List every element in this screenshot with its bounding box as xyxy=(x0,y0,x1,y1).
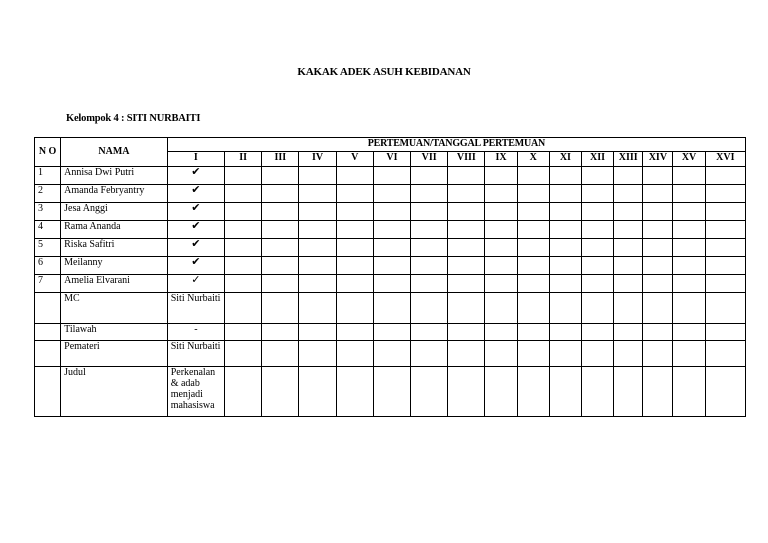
attendance-cell xyxy=(336,221,373,239)
attendance-cell xyxy=(673,324,705,341)
attendance-cell xyxy=(373,203,410,221)
attendance-cell xyxy=(517,324,549,341)
attendance-cell xyxy=(643,293,673,324)
attendance-cell xyxy=(485,367,517,417)
attendance-cell xyxy=(262,324,299,341)
table-row xyxy=(35,167,746,185)
attendance-cell xyxy=(299,341,336,367)
attendance-cell xyxy=(262,367,299,417)
meeting-header: II xyxy=(225,152,262,167)
attendance-cell xyxy=(262,293,299,324)
attendance-cell xyxy=(448,239,485,257)
attendance-cell xyxy=(581,167,613,185)
role-value: Siti Nurbaiti xyxy=(167,293,224,324)
checkmark-icon: ✔ xyxy=(167,221,224,239)
row-number xyxy=(35,324,61,341)
row-number xyxy=(35,341,61,367)
attendance-cell xyxy=(225,324,262,341)
attendance-cell xyxy=(411,221,448,239)
row-number: 1 xyxy=(35,167,61,185)
row-number xyxy=(35,293,61,324)
table-row xyxy=(35,293,746,324)
row-number: 7 xyxy=(35,275,61,293)
attendance-cell xyxy=(581,185,613,203)
no-header: N O xyxy=(35,138,61,167)
meeting-header: XII xyxy=(581,152,613,167)
attendance-cell xyxy=(448,275,485,293)
attendance-cell xyxy=(411,185,448,203)
role-value: Perkenalan & adab menjadi mahasiswa xyxy=(167,367,224,417)
attendance-cell xyxy=(225,341,262,367)
attendance-cell xyxy=(517,221,549,239)
attendance-cell xyxy=(705,221,745,239)
attendance-cell xyxy=(225,367,262,417)
attendance-cell xyxy=(614,293,643,324)
attendance-cell xyxy=(673,257,705,275)
attendance-cell xyxy=(225,275,262,293)
checkmark-icon: ✔ xyxy=(167,239,224,257)
attendance-cell xyxy=(614,239,643,257)
attendance-cell xyxy=(485,275,517,293)
attendance-cell xyxy=(225,203,262,221)
attendance-cell xyxy=(581,293,613,324)
attendance-cell xyxy=(448,257,485,275)
attendance-cell xyxy=(299,167,336,185)
student-name: Jesa Anggi xyxy=(61,203,168,221)
attendance-cell xyxy=(705,293,745,324)
attendance-cell xyxy=(549,367,581,417)
attendance-cell xyxy=(517,293,549,324)
meeting-header: VIII xyxy=(448,152,485,167)
attendance-cell xyxy=(643,324,673,341)
attendance-cell xyxy=(581,324,613,341)
attendance-cell xyxy=(549,293,581,324)
attendance-cell xyxy=(485,185,517,203)
attendance-cell xyxy=(705,275,745,293)
attendance-cell xyxy=(336,367,373,417)
attendance-cell xyxy=(373,257,410,275)
attendance-cell xyxy=(411,167,448,185)
attendance-cell xyxy=(581,341,613,367)
attendance-cell xyxy=(336,275,373,293)
attendance-cell xyxy=(448,367,485,417)
attendance-cell xyxy=(225,257,262,275)
nama-header: NAMA xyxy=(61,138,168,167)
meeting-header: XI xyxy=(549,152,581,167)
attendance-cell xyxy=(448,221,485,239)
attendance-cell xyxy=(336,341,373,367)
attendance-cell xyxy=(225,185,262,203)
attendance-cell xyxy=(336,293,373,324)
attendance-cell xyxy=(549,341,581,367)
attendance-cell xyxy=(673,239,705,257)
checkmark-icon: ✔ xyxy=(167,203,224,221)
table-row xyxy=(35,341,746,367)
attendance-cell xyxy=(581,239,613,257)
document-title: KAKAK ADEK ASUH KEBIDANAN xyxy=(297,66,471,78)
attendance-cell xyxy=(549,257,581,275)
table-row xyxy=(35,324,746,341)
attendance-cell xyxy=(549,221,581,239)
attendance-cell xyxy=(299,203,336,221)
attendance-cell xyxy=(581,221,613,239)
attendance-cell xyxy=(614,275,643,293)
attendance-cell xyxy=(643,275,673,293)
meeting-header: XIV xyxy=(643,152,673,167)
meeting-header: VII xyxy=(411,152,448,167)
attendance-cell xyxy=(614,257,643,275)
attendance-cell xyxy=(614,167,643,185)
attendance-cell xyxy=(581,203,613,221)
student-name: Annisa Dwi Putri xyxy=(61,167,168,185)
attendance-cell xyxy=(411,341,448,367)
attendance-cell xyxy=(485,203,517,221)
attendance-cell xyxy=(373,275,410,293)
attendance-cell xyxy=(673,203,705,221)
role-label: MC xyxy=(61,293,168,324)
attendance-cell xyxy=(643,341,673,367)
checkmark-icon: ✔ xyxy=(167,167,224,185)
attendance-cell xyxy=(336,203,373,221)
attendance-cell xyxy=(673,167,705,185)
attendance-cell xyxy=(517,275,549,293)
attendance-table xyxy=(34,137,746,417)
row-number xyxy=(35,367,61,417)
role-value: Siti Nurbaiti xyxy=(167,341,224,367)
attendance-cell xyxy=(225,221,262,239)
meeting-header: XIII xyxy=(614,152,643,167)
attendance-cell xyxy=(373,167,410,185)
attendance-cell xyxy=(614,324,643,341)
attendance-cell xyxy=(411,239,448,257)
attendance-cell xyxy=(517,203,549,221)
attendance-cell xyxy=(373,185,410,203)
table-row xyxy=(35,185,746,203)
meeting-header: IV xyxy=(299,152,336,167)
attendance-cell xyxy=(673,275,705,293)
row-number: 4 xyxy=(35,221,61,239)
attendance-cell xyxy=(225,293,262,324)
attendance-cell xyxy=(673,293,705,324)
attendance-cell xyxy=(705,203,745,221)
attendance-cell xyxy=(262,203,299,221)
attendance-cell xyxy=(643,167,673,185)
attendance-cell xyxy=(673,221,705,239)
attendance-cell xyxy=(549,203,581,221)
attendance-cell xyxy=(581,257,613,275)
attendance-cell xyxy=(299,367,336,417)
attendance-cell xyxy=(614,185,643,203)
attendance-cell xyxy=(448,293,485,324)
attendance-cell xyxy=(643,367,673,417)
meeting-header: XV xyxy=(673,152,705,167)
meeting-header: X xyxy=(517,152,549,167)
attendance-cell xyxy=(336,185,373,203)
student-name: Amanda Febryantry xyxy=(61,185,168,203)
attendance-cell xyxy=(262,275,299,293)
attendance-cell xyxy=(411,203,448,221)
attendance-cell xyxy=(705,239,745,257)
meeting-header: XVI xyxy=(705,152,745,167)
table-row xyxy=(35,367,746,417)
meeting-header: I xyxy=(167,152,224,167)
attendance-cell xyxy=(485,239,517,257)
attendance-cell xyxy=(299,293,336,324)
attendance-cell xyxy=(411,257,448,275)
attendance-cell xyxy=(262,185,299,203)
attendance-cell xyxy=(549,275,581,293)
attendance-cell xyxy=(225,239,262,257)
attendance-cell xyxy=(614,367,643,417)
attendance-cell xyxy=(299,324,336,341)
attendance-cell xyxy=(705,257,745,275)
role-value: - xyxy=(167,324,224,341)
attendance-cell xyxy=(411,367,448,417)
attendance-cell xyxy=(549,185,581,203)
student-name: Amelia Elvarani xyxy=(61,275,168,293)
attendance-cell xyxy=(517,239,549,257)
header-row xyxy=(35,138,746,152)
attendance-cell xyxy=(705,185,745,203)
table-row xyxy=(35,203,746,221)
attendance-cell xyxy=(485,221,517,239)
attendance-cell xyxy=(614,221,643,239)
attendance-cell xyxy=(643,185,673,203)
attendance-cell xyxy=(485,341,517,367)
attendance-cell xyxy=(225,167,262,185)
attendance-cell xyxy=(448,167,485,185)
attendance-cell xyxy=(448,203,485,221)
attendance-cell xyxy=(581,367,613,417)
attendance-cell xyxy=(336,257,373,275)
row-number: 2 xyxy=(35,185,61,203)
attendance-cell xyxy=(581,275,613,293)
meeting-header: VI xyxy=(373,152,410,167)
attendance-cell xyxy=(262,239,299,257)
attendance-cell xyxy=(673,341,705,367)
attendance-cell xyxy=(485,257,517,275)
attendance-cell xyxy=(299,257,336,275)
role-label: Pemateri xyxy=(61,341,168,367)
attendance-cell xyxy=(373,239,410,257)
attendance-cell xyxy=(643,221,673,239)
attendance-cell xyxy=(705,324,745,341)
attendance-cell xyxy=(373,341,410,367)
group-label: Kelompok 4 : SITI NURBAITI xyxy=(66,113,201,124)
meetings-header: PERTEMUAN/TANGGAL PERTEMUAN xyxy=(167,138,745,152)
attendance-cell xyxy=(705,167,745,185)
attendance-cell xyxy=(299,275,336,293)
table-row xyxy=(35,275,746,293)
attendance-cell xyxy=(517,341,549,367)
attendance-cell xyxy=(262,167,299,185)
attendance-cell xyxy=(411,324,448,341)
attendance-cell xyxy=(549,324,581,341)
attendance-cell xyxy=(614,341,643,367)
attendance-cell xyxy=(373,324,410,341)
attendance-cell xyxy=(336,324,373,341)
attendance-cell xyxy=(336,239,373,257)
attendance-cell xyxy=(517,257,549,275)
attendance-cell xyxy=(411,293,448,324)
attendance-cell xyxy=(485,324,517,341)
attendance-cell xyxy=(517,185,549,203)
attendance-cell xyxy=(549,167,581,185)
attendance-cell xyxy=(448,324,485,341)
meeting-header: IX xyxy=(485,152,517,167)
student-name: Riska Safitri xyxy=(61,239,168,257)
attendance-cell xyxy=(336,167,373,185)
row-number: 3 xyxy=(35,203,61,221)
attendance-cell xyxy=(373,367,410,417)
row-number: 5 xyxy=(35,239,61,257)
attendance-cell xyxy=(517,367,549,417)
meeting-header: V xyxy=(336,152,373,167)
attendance-cell xyxy=(262,341,299,367)
table-row xyxy=(35,257,746,275)
attendance-cell xyxy=(448,185,485,203)
meeting-header: III xyxy=(262,152,299,167)
attendance-cell xyxy=(299,239,336,257)
table-row xyxy=(35,239,746,257)
attendance-cell xyxy=(673,185,705,203)
attendance-cell xyxy=(643,257,673,275)
attendance-cell xyxy=(705,367,745,417)
attendance-cell xyxy=(373,293,410,324)
attendance-cell xyxy=(673,367,705,417)
attendance-cell xyxy=(448,341,485,367)
attendance-cell xyxy=(643,239,673,257)
attendance-cell xyxy=(299,185,336,203)
attendance-cell xyxy=(705,341,745,367)
role-label: Judul xyxy=(61,367,168,417)
student-name: Rama Ananda xyxy=(61,221,168,239)
attendance-cell xyxy=(485,293,517,324)
attendance-cell xyxy=(299,221,336,239)
checkmark-icon: ✓ xyxy=(167,275,224,293)
attendance-cell xyxy=(549,239,581,257)
table-row xyxy=(35,221,746,239)
attendance-cell xyxy=(373,221,410,239)
attendance-cell xyxy=(614,203,643,221)
student-name: Meilanny xyxy=(61,257,168,275)
row-number: 6 xyxy=(35,257,61,275)
checkmark-icon: ✔ xyxy=(167,185,224,203)
attendance-cell xyxy=(643,203,673,221)
attendance-cell xyxy=(517,167,549,185)
attendance-cell xyxy=(262,221,299,239)
checkmark-icon: ✔ xyxy=(167,257,224,275)
attendance-cell xyxy=(262,257,299,275)
attendance-cell xyxy=(485,167,517,185)
role-label: Tilawah xyxy=(61,324,168,341)
attendance-cell xyxy=(411,275,448,293)
